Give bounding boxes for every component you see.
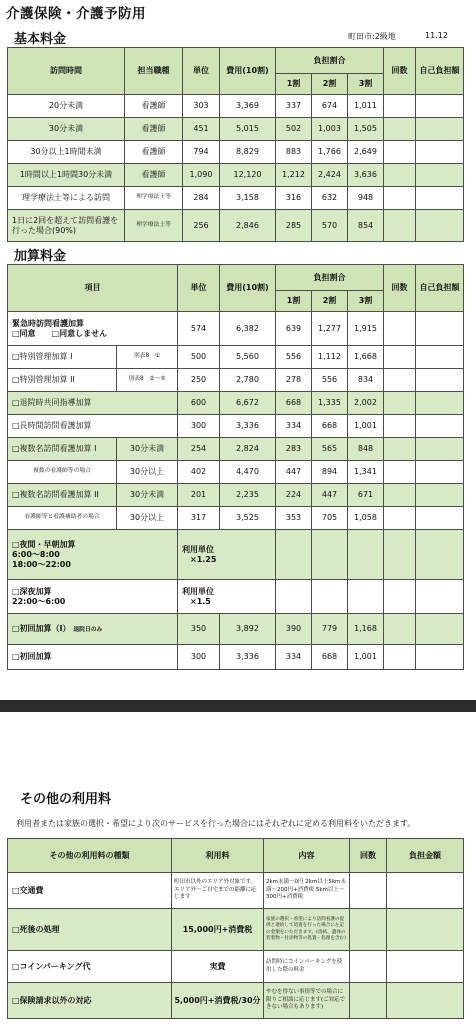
cell: 実費: [172, 951, 264, 983]
cell: 理学療法士等: [125, 187, 183, 210]
self-cell[interactable]: [416, 614, 464, 645]
cell: 350: [178, 614, 220, 645]
table-row: [8, 210, 464, 242]
cell: 570: [312, 210, 348, 242]
count-cell[interactable]: [384, 645, 416, 670]
cell: 30分以上: [117, 461, 178, 484]
cell: 2,002: [348, 392, 384, 415]
cell: 2,846: [220, 210, 276, 242]
cell: 779: [312, 614, 348, 645]
count-cell[interactable]: [384, 118, 416, 141]
cell: 3,336: [220, 645, 276, 670]
col-content: 内容: [264, 839, 350, 873]
table-row: [8, 164, 464, 187]
cell: 668: [312, 645, 348, 670]
cell: 看護師等と看護補助者の場合: [8, 507, 117, 530]
item-note: 退院日のみ: [73, 626, 103, 633]
cell: 8,829: [220, 141, 276, 164]
table-row: [8, 187, 464, 210]
cell: 284: [183, 187, 220, 210]
cell: [8, 614, 178, 645]
cell: 1,001: [348, 645, 384, 670]
cell: やむを得ない事情等での場合に限りご相談に応じます(ご対応できない場合もあります): [264, 983, 350, 1019]
cell: 1,090: [183, 164, 220, 187]
table-row: [8, 507, 464, 530]
cell: 3,336: [220, 415, 276, 438]
unit-multiplier: ×1.5: [190, 596, 211, 606]
self-cell[interactable]: [416, 187, 464, 210]
col-self: 自己負担額: [416, 265, 464, 312]
col-burden: 負担割合: [276, 48, 384, 74]
item-checkbox[interactable]: □夜間・早朝加算: [12, 539, 76, 549]
other-fee-heading: その他の利用料: [20, 792, 112, 807]
count-cell[interactable]: [384, 95, 416, 118]
self-cell[interactable]: [416, 141, 464, 164]
cell: 30分未満: [117, 484, 178, 507]
item-checkbox[interactable]: □複数名訪問看護加算 II: [8, 484, 117, 507]
table-row: [8, 580, 464, 614]
col-item: 項目: [8, 265, 178, 312]
cell: 6,382: [220, 312, 276, 346]
cell: 278: [276, 369, 312, 392]
table-row: [8, 909, 464, 951]
cell: 668: [276, 392, 312, 415]
cell: 4,470: [220, 461, 276, 484]
self-cell[interactable]: [416, 580, 464, 614]
self-cell[interactable]: [416, 118, 464, 141]
cell: 6,672: [220, 392, 276, 415]
cell: 2,649: [348, 141, 384, 164]
cell: 502: [276, 118, 312, 141]
count-cell[interactable]: [384, 484, 416, 507]
cell: 317: [178, 507, 220, 530]
col-unit: 単位: [178, 265, 220, 312]
city-grade: 町田市:2級地: [348, 32, 396, 41]
col-r2: 2割: [312, 74, 348, 95]
cell: 30分未満: [8, 118, 125, 141]
cell: 1,001: [348, 415, 384, 438]
cell: 1,112: [312, 346, 348, 369]
table-row: [8, 645, 464, 670]
cell: 671: [348, 484, 384, 507]
cell: 3,369: [220, 95, 276, 118]
cell: 1,341: [348, 461, 384, 484]
cell: 447: [312, 484, 348, 507]
item-checkbox[interactable]: □深夜加算: [12, 586, 52, 596]
amount-cell[interactable]: [387, 873, 464, 909]
self-cell[interactable]: [416, 312, 464, 346]
item-checkbox[interactable]: □特別管理加算 II: [8, 369, 117, 392]
addon-fee-heading: 加算料金: [14, 249, 67, 264]
col-r2: 2割: [312, 291, 348, 312]
basic-fee-heading: 基本料金: [14, 32, 67, 47]
cell: 668: [312, 415, 348, 438]
self-cell[interactable]: [416, 415, 464, 438]
cell: 訪問時にコインパーキングを使用した際の料金: [264, 951, 350, 983]
self-cell[interactable]: [416, 507, 464, 530]
cell: 565: [312, 438, 348, 461]
col-role: 担当職種: [125, 48, 183, 95]
cell: 337: [276, 95, 312, 118]
cell: 看護師: [125, 118, 183, 141]
table-row: [8, 369, 464, 392]
col-cost: 費用(10割): [220, 48, 276, 95]
table-row: [8, 530, 464, 580]
table-row: [8, 346, 464, 369]
count-cell[interactable]: [384, 614, 416, 645]
table-row: [8, 95, 464, 118]
time-range: 6:00〜8:00: [12, 549, 60, 559]
col-fee: 利用料: [172, 839, 264, 873]
cell: 3,892: [220, 614, 276, 645]
cell: 285: [276, 210, 312, 242]
table-row: [8, 873, 464, 909]
cell: 402: [178, 461, 220, 484]
cell: 3,158: [220, 187, 276, 210]
cell: 1日に2回を超えて訪問看護を行った場合(90%): [8, 210, 125, 242]
cell: 15,000円+消費税: [172, 909, 264, 951]
item-checkbox[interactable]: □コインパーキング代: [8, 951, 172, 983]
cell: 848: [348, 438, 384, 461]
cell: 理学療法士等による訪問: [8, 187, 125, 210]
cell: 1,058: [348, 507, 384, 530]
cell: 1,168: [348, 614, 384, 645]
unit-label: 利用単位: [182, 586, 214, 596]
col-visit-time: 訪問時間: [8, 48, 125, 95]
cell: 1,277: [312, 312, 348, 346]
self-cell[interactable]: [416, 461, 464, 484]
count-cell[interactable]: [384, 346, 416, 369]
cell: 390: [276, 614, 312, 645]
count-cell[interactable]: [384, 530, 416, 580]
cell: [178, 530, 276, 580]
cell: 別表8 ②〜⑤: [117, 369, 178, 392]
cell: [8, 312, 178, 346]
cell: 447: [276, 461, 312, 484]
cell: 30分以上1時間未満: [8, 141, 125, 164]
amount-cell[interactable]: [387, 983, 464, 1019]
cell: 看護師: [125, 95, 183, 118]
amount-cell[interactable]: [387, 909, 464, 951]
col-r3: 3割: [348, 74, 384, 95]
cell: 1,915: [348, 312, 384, 346]
col-type: その他の利用料の種類: [8, 839, 172, 873]
item-checkbox[interactable]: □保険請求以外の対応: [8, 983, 172, 1019]
cell: 303: [183, 95, 220, 118]
item-checkbox[interactable]: □死後の処理: [8, 909, 172, 951]
cell: 1,003: [312, 118, 348, 141]
cell: 948: [348, 187, 384, 210]
item-checkbox[interactable]: □初回加算: [8, 645, 178, 670]
cell: [178, 580, 276, 614]
cell: 639: [276, 312, 312, 346]
cell: 1,505: [348, 118, 384, 141]
count-cell[interactable]: [350, 951, 387, 983]
cell: 353: [276, 507, 312, 530]
cell: 705: [312, 507, 348, 530]
cell: 看護師: [125, 164, 183, 187]
col-unit: 単位: [183, 48, 220, 95]
col-amount: 負担金額: [387, 839, 464, 873]
self-cell[interactable]: [416, 346, 464, 369]
count-cell[interactable]: [384, 187, 416, 210]
unit-multiplier: ×1.25: [190, 554, 217, 564]
count-cell[interactable]: [384, 392, 416, 415]
self-cell[interactable]: [416, 645, 464, 670]
cell: 500: [178, 346, 220, 369]
cell: 834: [348, 369, 384, 392]
other-fee-note: 利用者または家族の選択・希望により次のサービスを行った場合にはそれぞれに定める利用料をいただきます。: [16, 819, 416, 828]
cell: 3,636: [348, 164, 384, 187]
count-cell[interactable]: [350, 909, 387, 951]
cell: 224: [276, 484, 312, 507]
cell: 家族の選択・希望により訪問看護の提供と連続して処置を行った場合に左記の金額をいただきます。(清拭、遺体の装着物・付添物等の処置・処理を含む): [264, 909, 350, 951]
table-row: [8, 951, 464, 983]
cell: 2,780: [220, 369, 276, 392]
cell: 316: [276, 187, 312, 210]
self-cell[interactable]: [416, 164, 464, 187]
cell: 334: [276, 645, 312, 670]
count-cell[interactable]: [384, 369, 416, 392]
cell: 2,824: [220, 438, 276, 461]
table-row: [8, 118, 464, 141]
count-cell[interactable]: [350, 873, 387, 909]
cell: 1,212: [276, 164, 312, 187]
cell: 556: [312, 369, 348, 392]
cell: 632: [312, 187, 348, 210]
item-checkbox[interactable]: □特別管理加算 I: [8, 346, 117, 369]
col-r1: 1割: [276, 291, 312, 312]
self-cell[interactable]: [416, 438, 464, 461]
count-cell[interactable]: [384, 580, 416, 614]
count-cell[interactable]: [384, 164, 416, 187]
unit-label: 利用単位: [182, 544, 214, 554]
count-cell[interactable]: [384, 507, 416, 530]
item-checkbox[interactable]: □交通費: [8, 873, 172, 909]
table-row: [8, 415, 464, 438]
item-label: 緊急時訪問看護加算: [12, 318, 84, 328]
self-cell[interactable]: [416, 484, 464, 507]
page-title: 介護保険・介護予防用: [6, 6, 146, 22]
other-fee-table: [7, 838, 464, 1019]
count-cell[interactable]: [384, 415, 416, 438]
cell: 300: [178, 645, 220, 670]
cell: 看護師: [125, 141, 183, 164]
table-row: [8, 484, 464, 507]
item-checkbox[interactable]: □初回加算（Ⅰ）: [12, 623, 71, 633]
col-cost: 費用(10割): [220, 265, 276, 312]
item-checkbox[interactable]: □退院時共同指導加算: [8, 392, 178, 415]
cell: 2,235: [220, 484, 276, 507]
self-cell[interactable]: [416, 530, 464, 580]
cell: 30分未満: [117, 438, 178, 461]
time-range: 22:00〜6:00: [12, 596, 66, 606]
cell: 600: [178, 392, 220, 415]
cell: 883: [276, 141, 312, 164]
col-count: 回数: [384, 265, 416, 312]
self-cell[interactable]: [416, 210, 464, 242]
cell: 250: [178, 369, 220, 392]
cell: 理学療法士等: [125, 210, 183, 242]
item-checkbox[interactable]: □長時間訪問看護加算: [8, 415, 178, 438]
basic-fee-table: [7, 47, 464, 242]
table-row: [8, 141, 464, 164]
cell: 256: [183, 210, 220, 242]
table-row: [8, 461, 464, 484]
cell: 20分未満: [8, 95, 125, 118]
cell: 451: [183, 118, 220, 141]
count-cell[interactable]: [384, 438, 416, 461]
cell: 2,424: [312, 164, 348, 187]
count-cell[interactable]: [384, 461, 416, 484]
table-row: [8, 312, 464, 346]
item-checkbox[interactable]: □複数名訪問看護加算 I: [8, 438, 117, 461]
page-divider: [0, 700, 476, 712]
self-cell[interactable]: [416, 369, 464, 392]
cell: 5,015: [220, 118, 276, 141]
time-range: 18:00〜22:00: [12, 559, 71, 569]
cell: 283: [276, 438, 312, 461]
cell: 1,011: [348, 95, 384, 118]
cell: 854: [348, 210, 384, 242]
amount-cell[interactable]: [387, 951, 464, 983]
cell: 794: [183, 141, 220, 164]
cell: 3,525: [220, 507, 276, 530]
cell: 1,766: [312, 141, 348, 164]
cell: 5,560: [220, 346, 276, 369]
cell: 334: [276, 415, 312, 438]
cell: 複数の看護師等の場合: [8, 461, 117, 484]
cell: 894: [312, 461, 348, 484]
cell: 30分以上: [117, 507, 178, 530]
cell: 1時間以上1時間30分未満: [8, 164, 125, 187]
cell: 12,120: [220, 164, 276, 187]
col-r3: 3割: [348, 291, 384, 312]
cell: [8, 530, 178, 580]
addon-fee-table: [7, 264, 464, 670]
cell: 674: [312, 95, 348, 118]
cell: 556: [276, 346, 312, 369]
table-row: [8, 614, 464, 645]
consent-checkbox[interactable]: □同意 □同意しません: [12, 328, 108, 338]
cell: 別表8 ①: [117, 346, 178, 369]
self-cell[interactable]: [416, 392, 464, 415]
self-cell[interactable]: [416, 95, 464, 118]
cell: 町田市以外のエリア外対象です。エリア外〜ご自宅までの距離に応じます: [172, 873, 264, 909]
cell: 5,000円+消費税/30分: [172, 983, 264, 1019]
col-self: 自己負担額: [416, 48, 464, 95]
cell: 574: [178, 312, 220, 346]
cell: 300: [178, 415, 220, 438]
count-cell[interactable]: [384, 312, 416, 346]
count-cell[interactable]: [384, 210, 416, 242]
cell: 254: [178, 438, 220, 461]
col-count: 回数: [384, 48, 416, 95]
count-cell[interactable]: [350, 983, 387, 1019]
cell: 1,668: [348, 346, 384, 369]
col-burden: 負担割合: [276, 265, 384, 291]
cell: 1,335: [312, 392, 348, 415]
cell: [8, 580, 178, 614]
revision-date: 11.12: [425, 31, 448, 40]
col-r1: 1割: [276, 74, 312, 95]
col-count: 回数: [350, 839, 387, 873]
cell: 2km未満〜0円 2km以上5km未満〜200円+消費税 5km以上〜300円+消費税: [264, 873, 350, 909]
cell: 201: [178, 484, 220, 507]
table-row: [8, 392, 464, 415]
table-row: [8, 983, 464, 1019]
table-row: [8, 438, 464, 461]
count-cell[interactable]: [384, 141, 416, 164]
